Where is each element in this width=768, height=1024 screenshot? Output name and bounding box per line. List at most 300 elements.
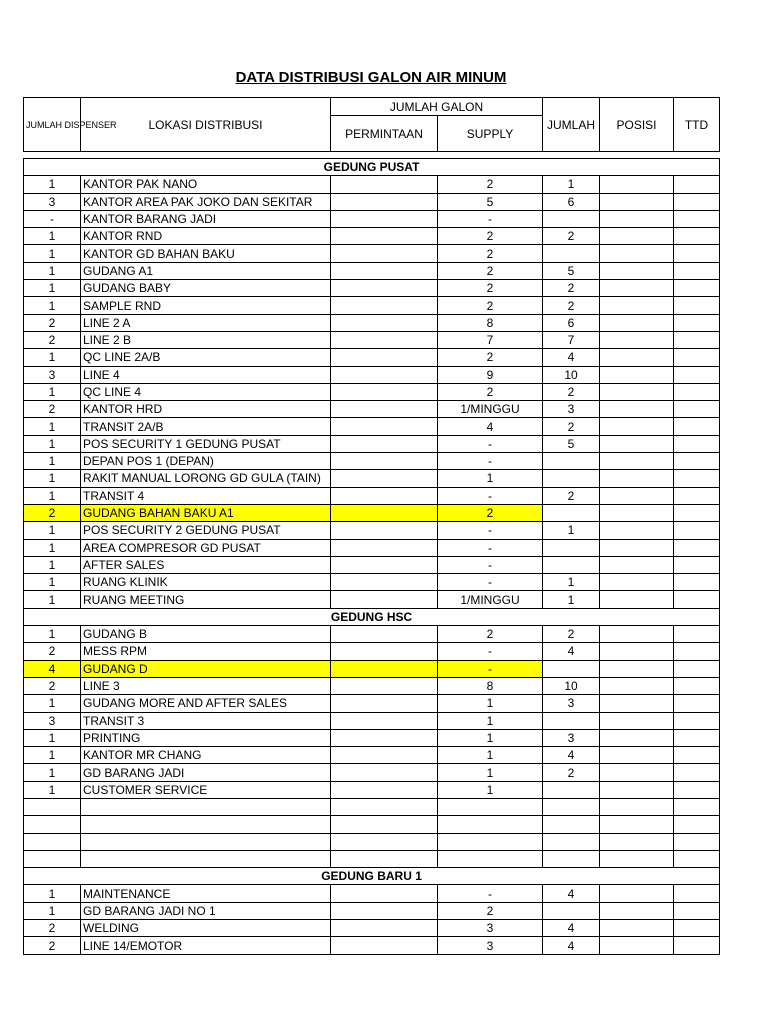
cell-jumlah-dispenser: 2 <box>24 920 81 937</box>
table-row <box>24 764 720 781</box>
cell-permintaan <box>331 401 438 418</box>
cell-lokasi: GUDANG B <box>81 626 331 643</box>
table-row <box>24 331 720 348</box>
cell-permintaan <box>331 902 438 919</box>
cell-posisi <box>600 660 674 677</box>
cell-lokasi: GUDANG BABY <box>81 280 331 297</box>
cell-supply: 4 <box>438 418 543 435</box>
table-row <box>24 902 720 919</box>
cell-jumlah <box>543 781 600 798</box>
cell-lokasi <box>81 850 331 867</box>
cell-lokasi: GUDANG A1 <box>81 262 331 279</box>
cell-posisi <box>600 643 674 660</box>
cell-jumlah-dispenser: 1 <box>24 349 81 366</box>
cell-supply <box>438 850 543 867</box>
cell-permintaan <box>331 539 438 556</box>
cell-ttd <box>674 816 720 833</box>
cell-lokasi: DEPAN POS 1 (DEPAN) <box>81 453 331 470</box>
cell-jumlah-dispenser: 1 <box>24 262 81 279</box>
table-row <box>24 574 720 591</box>
cell-supply: - <box>438 487 543 504</box>
cell-jumlah: 1 <box>543 574 600 591</box>
cell-jumlah: 1 <box>543 176 600 193</box>
cell-posisi <box>600 470 674 487</box>
cell-ttd <box>674 920 720 937</box>
cell-lokasi: TRANSIT 4 <box>81 487 331 504</box>
table-row <box>24 747 720 764</box>
cell-jumlah: 1 <box>543 522 600 539</box>
cell-supply: 2 <box>438 245 543 262</box>
cell-supply: - <box>438 643 543 660</box>
cell-posisi <box>600 349 674 366</box>
cell-supply: - <box>438 885 543 902</box>
cell-permintaan <box>331 349 438 366</box>
table-row <box>24 781 720 798</box>
cell-jumlah: 1 <box>543 591 600 608</box>
cell-permintaan <box>331 712 438 729</box>
cell-ttd <box>674 331 720 348</box>
cell-jumlah: 3 <box>543 401 600 418</box>
cell-jumlah-dispenser: 3 <box>24 366 81 383</box>
cell-posisi <box>600 314 674 331</box>
cell-ttd <box>674 349 720 366</box>
cell-permintaan <box>331 280 438 297</box>
cell-jumlah: 4 <box>543 885 600 902</box>
cell-jumlah: 4 <box>543 920 600 937</box>
cell-permintaan <box>331 556 438 573</box>
cell-jumlah-dispenser <box>24 798 81 815</box>
cell-posisi <box>600 833 674 850</box>
cell-jumlah-dispenser: 1 <box>24 228 81 245</box>
cell-jumlah: 2 <box>543 626 600 643</box>
cell-supply: - <box>438 539 543 556</box>
cell-lokasi: RUANG KLINIK <box>81 574 331 591</box>
cell-jumlah <box>543 470 600 487</box>
cell-jumlah-dispenser: 1 <box>24 591 81 608</box>
cell-ttd <box>674 660 720 677</box>
cell-permintaan <box>331 366 438 383</box>
cell-permintaan <box>331 798 438 815</box>
cell-permintaan <box>331 383 438 400</box>
cell-permintaan <box>331 470 438 487</box>
cell-lokasi: GUDANG MORE AND AFTER SALES <box>81 695 331 712</box>
cell-lokasi: KANTOR BARANG JADI <box>81 210 331 227</box>
cell-lokasi: MESS RPM <box>81 643 331 660</box>
header-supply: SUPPLY <box>438 116 543 152</box>
cell-permintaan <box>331 314 438 331</box>
page-title: DATA DISTRIBUSI GALON AIR MINUM <box>235 69 507 86</box>
cell-ttd <box>674 383 720 400</box>
table-row <box>24 729 720 746</box>
cell-posisi <box>600 504 674 521</box>
cell-jumlah-dispenser: 2 <box>24 401 81 418</box>
cell-jumlah <box>543 660 600 677</box>
cell-ttd <box>674 574 720 591</box>
cell-supply: 2 <box>438 383 543 400</box>
cell-ttd <box>674 747 720 764</box>
cell-supply: 2 <box>438 902 543 919</box>
table-row <box>24 885 720 902</box>
cell-jumlah <box>543 539 600 556</box>
cell-jumlah-dispenser <box>24 816 81 833</box>
cell-jumlah <box>543 210 600 227</box>
table-row <box>24 677 720 694</box>
cell-permintaan <box>331 729 438 746</box>
cell-permintaan <box>331 643 438 660</box>
section-row <box>24 608 720 625</box>
cell-jumlah: 6 <box>543 314 600 331</box>
cell-permintaan <box>331 764 438 781</box>
cell-permintaan <box>331 591 438 608</box>
cell-jumlah-dispenser: 1 <box>24 176 81 193</box>
cell-ttd <box>674 453 720 470</box>
cell-permintaan <box>331 850 438 867</box>
cell-posisi <box>600 729 674 746</box>
section-title: GEDUNG BARU 1 <box>24 868 720 885</box>
table-row <box>24 539 720 556</box>
cell-jumlah <box>543 453 600 470</box>
cell-ttd <box>674 504 720 521</box>
cell-ttd <box>674 280 720 297</box>
cell-supply: 1 <box>438 764 543 781</box>
cell-permintaan <box>331 677 438 694</box>
cell-permintaan <box>331 781 438 798</box>
cell-posisi <box>600 331 674 348</box>
cell-jumlah-dispenser: 1 <box>24 418 81 435</box>
cell-supply: 1 <box>438 729 543 746</box>
cell-permintaan <box>331 435 438 452</box>
cell-jumlah: 2 <box>543 280 600 297</box>
cell-lokasi: KANTOR HRD <box>81 401 331 418</box>
cell-posisi <box>600 262 674 279</box>
table-row <box>24 245 720 262</box>
table-row <box>24 228 720 245</box>
cell-jumlah-dispenser: 2 <box>24 643 81 660</box>
cell-permintaan <box>331 487 438 504</box>
cell-jumlah: 3 <box>543 695 600 712</box>
cell-lokasi: KANTOR RND <box>81 228 331 245</box>
cell-lokasi: RAKIT MANUAL LORONG GD GULA (TAIN) <box>81 470 331 487</box>
cell-posisi <box>600 539 674 556</box>
cell-jumlah <box>543 556 600 573</box>
table-row <box>24 816 720 833</box>
cell-lokasi: KANTOR PAK NANO <box>81 176 331 193</box>
cell-supply: - <box>438 453 543 470</box>
header-ttd: TTD <box>674 98 720 152</box>
cell-lokasi: GD BARANG JADI NO 1 <box>81 902 331 919</box>
cell-supply: - <box>438 574 543 591</box>
cell-supply: 2 <box>438 626 543 643</box>
table-row <box>24 522 720 539</box>
cell-jumlah: 5 <box>543 262 600 279</box>
cell-posisi <box>600 695 674 712</box>
table-row <box>24 453 720 470</box>
cell-supply: - <box>438 660 543 677</box>
cell-permintaan <box>331 297 438 314</box>
header-posisi: POSISI <box>600 98 674 152</box>
cell-lokasi: LINE 14/EMOTOR <box>81 937 331 954</box>
header-jumlah-dispenser: JUMLAH DISPENSER <box>24 98 81 152</box>
cell-ttd <box>674 833 720 850</box>
cell-supply: 1 <box>438 695 543 712</box>
cell-supply: 2 <box>438 504 543 521</box>
cell-jumlah <box>543 798 600 815</box>
cell-supply: 1 <box>438 747 543 764</box>
cell-jumlah <box>543 816 600 833</box>
table-header <box>23 97 720 152</box>
table-row <box>24 297 720 314</box>
cell-jumlah-dispenser: 1 <box>24 383 81 400</box>
cell-ttd <box>674 228 720 245</box>
cell-ttd <box>674 176 720 193</box>
cell-posisi <box>600 297 674 314</box>
cell-supply: 9 <box>438 366 543 383</box>
cell-jumlah: 3 <box>543 729 600 746</box>
cell-jumlah-dispenser: 1 <box>24 487 81 504</box>
cell-permintaan <box>331 816 438 833</box>
cell-posisi <box>600 176 674 193</box>
cell-permintaan <box>331 885 438 902</box>
cell-jumlah-dispenser <box>24 833 81 850</box>
cell-posisi <box>600 591 674 608</box>
cell-lokasi: AFTER SALES <box>81 556 331 573</box>
cell-supply: 8 <box>438 314 543 331</box>
cell-lokasi: TRANSIT 2A/B <box>81 418 331 435</box>
cell-permintaan <box>331 228 438 245</box>
cell-jumlah-dispenser: 1 <box>24 435 81 452</box>
header-lokasi-distribusi: LOKASI DISTRIBUSI <box>81 98 331 152</box>
cell-supply: 2 <box>438 349 543 366</box>
cell-posisi <box>600 487 674 504</box>
header-jumlah: JUMLAH <box>543 98 600 152</box>
cell-ttd <box>674 470 720 487</box>
cell-lokasi: AREA COMPRESOR GD PUSAT <box>81 539 331 556</box>
cell-jumlah <box>543 245 600 262</box>
table-row <box>24 695 720 712</box>
table-row <box>24 193 720 210</box>
cell-jumlah-dispenser: 4 <box>24 660 81 677</box>
cell-posisi <box>600 677 674 694</box>
cell-supply: 2 <box>438 176 543 193</box>
cell-posisi <box>600 210 674 227</box>
cell-lokasi: CUSTOMER SERVICE <box>81 781 331 798</box>
cell-posisi <box>600 902 674 919</box>
cell-posisi <box>600 228 674 245</box>
cell-jumlah-dispenser: 2 <box>24 331 81 348</box>
cell-posisi <box>600 816 674 833</box>
cell-lokasi: KANTOR AREA PAK JOKO DAN SEKITAR <box>81 193 331 210</box>
cell-jumlah-dispenser: 1 <box>24 280 81 297</box>
cell-lokasi <box>81 798 331 815</box>
cell-posisi <box>600 280 674 297</box>
cell-jumlah: 4 <box>543 349 600 366</box>
cell-supply: 8 <box>438 677 543 694</box>
cell-supply: 1 <box>438 781 543 798</box>
cell-jumlah-dispenser: - <box>24 210 81 227</box>
cell-supply: 2 <box>438 297 543 314</box>
cell-ttd <box>674 798 720 815</box>
cell-ttd <box>674 210 720 227</box>
cell-jumlah-dispenser: 3 <box>24 712 81 729</box>
cell-ttd <box>674 850 720 867</box>
cell-ttd <box>674 245 720 262</box>
section-row <box>24 159 720 176</box>
cell-ttd <box>674 902 720 919</box>
cell-jumlah-dispenser: 1 <box>24 626 81 643</box>
cell-jumlah-dispenser: 1 <box>24 556 81 573</box>
cell-jumlah-dispenser: 1 <box>24 470 81 487</box>
cell-lokasi: PRINTING <box>81 729 331 746</box>
cell-lokasi: LINE 2 B <box>81 331 331 348</box>
cell-ttd <box>674 643 720 660</box>
cell-permintaan <box>331 504 438 521</box>
cell-supply <box>438 798 543 815</box>
cell-jumlah-dispenser: 1 <box>24 297 81 314</box>
cell-jumlah-dispenser: 1 <box>24 764 81 781</box>
cell-supply: 3 <box>438 920 543 937</box>
cell-ttd <box>674 522 720 539</box>
cell-supply: 1 <box>438 712 543 729</box>
cell-jumlah: 10 <box>543 677 600 694</box>
cell-supply: - <box>438 435 543 452</box>
table-row <box>24 920 720 937</box>
cell-jumlah-dispenser: 2 <box>24 314 81 331</box>
cell-jumlah: 2 <box>543 764 600 781</box>
cell-ttd <box>674 418 720 435</box>
cell-ttd <box>674 781 720 798</box>
cell-supply: 1 <box>438 470 543 487</box>
cell-ttd <box>674 729 720 746</box>
cell-lokasi: LINE 2 A <box>81 314 331 331</box>
cell-permintaan <box>331 833 438 850</box>
table-row <box>24 504 720 521</box>
cell-permintaan <box>331 937 438 954</box>
section-title: GEDUNG PUSAT <box>24 159 720 176</box>
cell-supply: 2 <box>438 262 543 279</box>
cell-jumlah-dispenser: 2 <box>24 677 81 694</box>
header-jumlah-galon: JUMLAH GALON <box>331 98 543 116</box>
cell-posisi <box>600 937 674 954</box>
cell-lokasi: LINE 4 <box>81 366 331 383</box>
table-row <box>24 643 720 660</box>
cell-jumlah: 4 <box>543 937 600 954</box>
table-row <box>24 401 720 418</box>
cell-lokasi <box>81 833 331 850</box>
cell-supply: 3 <box>438 937 543 954</box>
cell-supply: - <box>438 522 543 539</box>
cell-jumlah <box>543 504 600 521</box>
cell-jumlah: 2 <box>543 487 600 504</box>
cell-permintaan <box>331 262 438 279</box>
cell-ttd <box>674 695 720 712</box>
cell-posisi <box>600 522 674 539</box>
cell-supply: 1/MINGGU <box>438 401 543 418</box>
cell-jumlah-dispenser: 2 <box>24 504 81 521</box>
cell-ttd <box>674 262 720 279</box>
cell-permintaan <box>331 660 438 677</box>
cell-jumlah-dispenser: 3 <box>24 193 81 210</box>
cell-ttd <box>674 435 720 452</box>
cell-jumlah <box>543 902 600 919</box>
cell-permintaan <box>331 193 438 210</box>
table-row <box>24 280 720 297</box>
cell-lokasi: GUDANG D <box>81 660 331 677</box>
cell-supply: - <box>438 556 543 573</box>
cell-jumlah-dispenser: 1 <box>24 885 81 902</box>
cell-jumlah: 2 <box>543 383 600 400</box>
cell-permintaan <box>331 747 438 764</box>
cell-permintaan <box>331 176 438 193</box>
cell-ttd <box>674 539 720 556</box>
cell-posisi <box>600 453 674 470</box>
table-row <box>24 937 720 954</box>
cell-posisi <box>600 747 674 764</box>
cell-supply: 2 <box>438 228 543 245</box>
cell-lokasi: QC LINE 2A/B <box>81 349 331 366</box>
cell-supply: 5 <box>438 193 543 210</box>
cell-jumlah-dispenser: 1 <box>24 729 81 746</box>
cell-jumlah-dispenser: 1 <box>24 539 81 556</box>
cell-permintaan <box>331 453 438 470</box>
cell-jumlah: 7 <box>543 331 600 348</box>
cell-permintaan <box>331 210 438 227</box>
distribution-table <box>23 158 720 955</box>
cell-permintaan <box>331 418 438 435</box>
cell-jumlah-dispenser: 1 <box>24 453 81 470</box>
cell-jumlah <box>543 712 600 729</box>
cell-posisi <box>600 920 674 937</box>
table-row <box>24 591 720 608</box>
cell-lokasi <box>81 816 331 833</box>
cell-jumlah-dispenser: 1 <box>24 747 81 764</box>
cell-supply <box>438 833 543 850</box>
cell-ttd <box>674 297 720 314</box>
cell-permintaan <box>331 626 438 643</box>
table-row <box>24 833 720 850</box>
cell-posisi <box>600 435 674 452</box>
cell-posisi <box>600 401 674 418</box>
cell-permintaan <box>331 574 438 591</box>
cell-lokasi: SAMPLE RND <box>81 297 331 314</box>
cell-permintaan <box>331 245 438 262</box>
cell-ttd <box>674 626 720 643</box>
cell-ttd <box>674 556 720 573</box>
cell-jumlah-dispenser: 2 <box>24 937 81 954</box>
cell-posisi <box>600 885 674 902</box>
header-permintaan: PERMINTAAN <box>331 116 438 152</box>
cell-posisi <box>600 245 674 262</box>
cell-lokasi: MAINTENANCE <box>81 885 331 902</box>
cell-supply: 1/MINGGU <box>438 591 543 608</box>
cell-jumlah <box>543 850 600 867</box>
table-row <box>24 626 720 643</box>
cell-lokasi: KANTOR GD BAHAN BAKU <box>81 245 331 262</box>
cell-jumlah: 10 <box>543 366 600 383</box>
cell-posisi <box>600 798 674 815</box>
cell-jumlah: 2 <box>543 297 600 314</box>
cell-jumlah: 2 <box>543 228 600 245</box>
cell-ttd <box>674 937 720 954</box>
cell-supply: - <box>438 210 543 227</box>
cell-jumlah <box>543 833 600 850</box>
cell-ttd <box>674 314 720 331</box>
cell-lokasi: RUANG MEETING <box>81 591 331 608</box>
cell-lokasi: GUDANG BAHAN BAKU A1 <box>81 504 331 521</box>
cell-posisi <box>600 712 674 729</box>
cell-posisi <box>600 556 674 573</box>
cell-lokasi: POS SECURITY 1 GEDUNG PUSAT <box>81 435 331 452</box>
cell-ttd <box>674 885 720 902</box>
